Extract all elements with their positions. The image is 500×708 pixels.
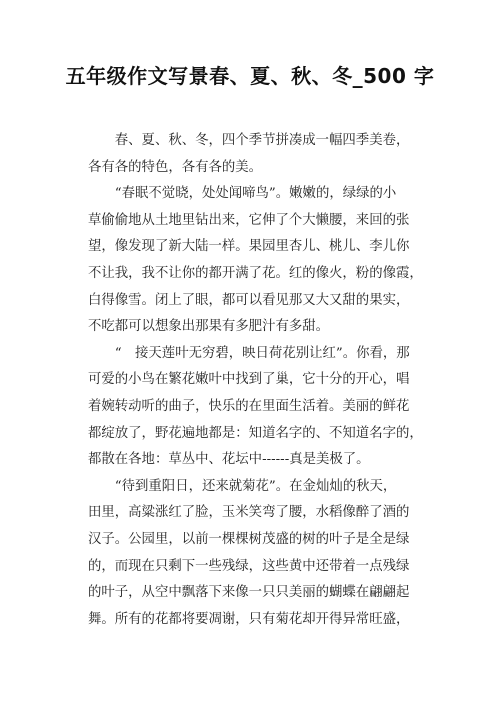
- document-body: [88, 128, 438, 633]
- text-line: 舞。所有的花都将要凋谢，只有菊花却开得异常旺盛，: [88, 611, 410, 627]
- text-line: 白得像雪。闭上了眼，都可以看见那又大又甜的果实，: [88, 292, 410, 308]
- text-line: 着婉转动听的曲子，快乐的在里面生活着。美丽的鲜花: [88, 398, 410, 414]
- text-line: 都散在各地：草丛中、花坛中------真是美极了。: [88, 452, 370, 468]
- text-line: 不让我，我不让你的都开满了花。红的像火，粉的像霞，: [88, 265, 423, 281]
- text-line: “ 接天莲叶无穷碧，映日荷花别让红”。你看，那: [88, 345, 410, 361]
- text-line: 望，像发现了新大陆一样。果园里杏儿、桃儿、李儿你: [88, 239, 410, 255]
- text-line: 不吃都可以想象出那果有多肥汁有多甜。: [88, 319, 330, 335]
- text-line: 可爱的小鸟在繁花嫩叶中找到了巢，它十分的开心，唱: [88, 372, 410, 388]
- text-line: 的叶子，从空中飘落下来像一只只美丽的蝴蝶在翩翩起: [88, 585, 410, 601]
- text-line: “春眠不觉晓，处处闻啼鸟”。嫩嫩的，绿绿的小: [88, 186, 397, 202]
- text-line: 各有各的特色，各有各的美。: [88, 159, 263, 175]
- text-line: 田里，高粱涨红了脸，玉米笑弯了腰，水稻像醉了酒的: [88, 505, 410, 521]
- text-line: 都绽放了，野花遍地都是：知道名字的、不知道名字的，: [88, 425, 423, 441]
- text-line: 春、夏、秋、冬，四个季节拼凑成一幅四季美卷，: [88, 133, 410, 148]
- text-line: 汉子。公园里，以前一棵棵树茂盛的树的叶子是全是绿: [88, 531, 410, 547]
- text-line: 草偷偷地从土地里钻出来，它伸了个大懒腰，来回的张: [88, 212, 410, 228]
- text-line: “待到重阳日，还来就菊花”。在金灿灿的秋天，: [88, 478, 397, 494]
- text-line: 的，而现在只剩下一些残绿，这些黄中还带着一点残绿: [88, 558, 410, 574]
- document-title: 五年级作文写景春、夏、秋、冬_500 字: [65, 64, 435, 88]
